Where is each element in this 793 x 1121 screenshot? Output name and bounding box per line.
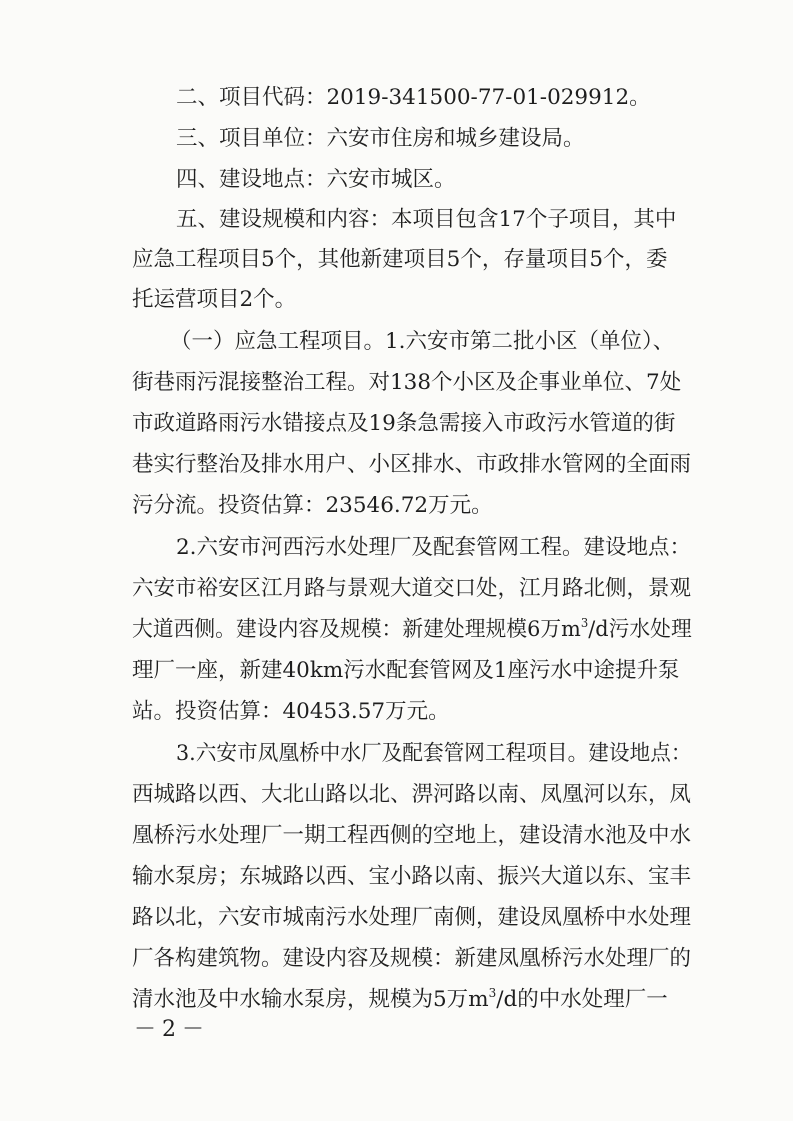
text-emergency-3: 市政道路雨污水错接点及19条急需接入市政污水管道的街 bbox=[132, 411, 676, 436]
text-fenghuang-3: 凰桥污水处理厂一期工程西侧的空地上，建设清水池及中水 bbox=[132, 823, 692, 848]
line-scale-2 bbox=[0, 240, 793, 280]
line-fenghuang-6 bbox=[0, 939, 793, 979]
line-hexi-2 bbox=[0, 569, 793, 609]
text-fenghuang-7-unit: m bbox=[468, 987, 489, 1012]
text-fenghuang-7-b: /d的中水处理厂一 bbox=[496, 987, 668, 1012]
line-fenghuang-2 bbox=[0, 775, 793, 815]
text-fenghuang-7-sup: 3 bbox=[488, 986, 497, 1000]
text-scale-1: 五、建设规模和内容：本项目包含17个子项目，其中 bbox=[176, 207, 677, 232]
line-emergency-4 bbox=[0, 445, 793, 485]
text-fenghuang-2: 西城路以西、大北山路以北、淠河路以南、凤凰河以东，凤 bbox=[132, 782, 692, 807]
line-fenghuang-7 bbox=[0, 980, 793, 1020]
line-scale-3 bbox=[0, 280, 793, 320]
line-hexi-5 bbox=[0, 692, 793, 732]
page-number: －2－ bbox=[134, 1017, 210, 1042]
line-project-code bbox=[0, 78, 793, 118]
text-project-unit: 三、项目单位：六安市住房和城乡建设局。 bbox=[176, 126, 585, 151]
line-hexi-3 bbox=[0, 610, 793, 650]
line-fenghuang-4 bbox=[0, 857, 793, 897]
text-hexi-4: 理厂一座，新建40km污水配套管网及1座污水中途提升泵 bbox=[132, 658, 680, 683]
text-emergency-1: （一）应急工程项目。1.六安市第二批小区（单位）、 bbox=[170, 329, 675, 354]
line-fenghuang-1 bbox=[0, 734, 793, 774]
line-emergency-1 bbox=[0, 322, 793, 362]
line-scale-1 bbox=[0, 200, 793, 240]
text-fenghuang-4: 输水泵房；东城路以西、宝小路以南、振兴大道以东、宝丰 bbox=[132, 864, 692, 889]
text-project-code: 二、项目代码：2019-341500-77-01-029912。 bbox=[176, 85, 651, 110]
line-project-unit bbox=[0, 119, 793, 159]
text-hexi-3-a: 大道西侧。建设内容及规模：新建处理规模6万 bbox=[132, 617, 562, 642]
text-location: 四、建设地点：六安市城区。 bbox=[176, 167, 456, 192]
line-emergency-2 bbox=[0, 363, 793, 403]
line-emergency-5 bbox=[0, 486, 793, 526]
text-hexi-3-unit: m bbox=[561, 617, 581, 642]
text-emergency-5: 污分流。投资估算：23546.72万元。 bbox=[132, 493, 493, 518]
line-fenghuang-5 bbox=[0, 898, 793, 938]
text-fenghuang-1: 3.六安市凤凰桥中水厂及配套管网工程项目。建设地点： bbox=[176, 741, 692, 766]
line-hexi-4 bbox=[0, 651, 793, 691]
text-fenghuang-5: 路以北，六安市城南污水处理厂南侧，建设凤凰桥中水处理 bbox=[132, 905, 692, 930]
text-fenghuang-7 bbox=[132, 980, 668, 1020]
line-location bbox=[0, 160, 793, 200]
text-hexi-3 bbox=[132, 610, 692, 650]
line-fenghuang-3 bbox=[0, 816, 793, 856]
text-hexi-5: 站。投资估算：40453.57万元。 bbox=[132, 699, 450, 724]
text-hexi-2: 六安市裕安区江月路与景观大道交口处，江月路北侧，景观 bbox=[132, 576, 692, 601]
text-hexi-3-sup: 3 bbox=[580, 616, 589, 630]
text-emergency-2: 街巷雨污混接整治工程。对138个小区及企事业单位、7处 bbox=[132, 370, 682, 395]
text-scale-2: 应急工程项目5个，其他新建项目5个，存量项目5个，委 bbox=[132, 247, 668, 272]
line-hexi-1 bbox=[0, 528, 793, 568]
text-hexi-3-b: /d污水处理 bbox=[588, 617, 692, 642]
text-emergency-4: 巷实行整治及排水用户、小区排水、市政排水管网的全面雨 bbox=[132, 452, 692, 477]
text-fenghuang-6: 厂各构建筑物。建设内容及规模：新建凤凰桥污水处理厂的 bbox=[132, 946, 692, 971]
text-hexi-1: 2.六安市河西污水处理厂及配套管网工程。建设地点： bbox=[176, 535, 692, 560]
text-fenghuang-7-a: 清水池及中水输水泵房，规模为5万 bbox=[132, 987, 469, 1012]
text-scale-3: 托运营项目2个。 bbox=[132, 287, 297, 312]
line-emergency-3 bbox=[0, 404, 793, 444]
